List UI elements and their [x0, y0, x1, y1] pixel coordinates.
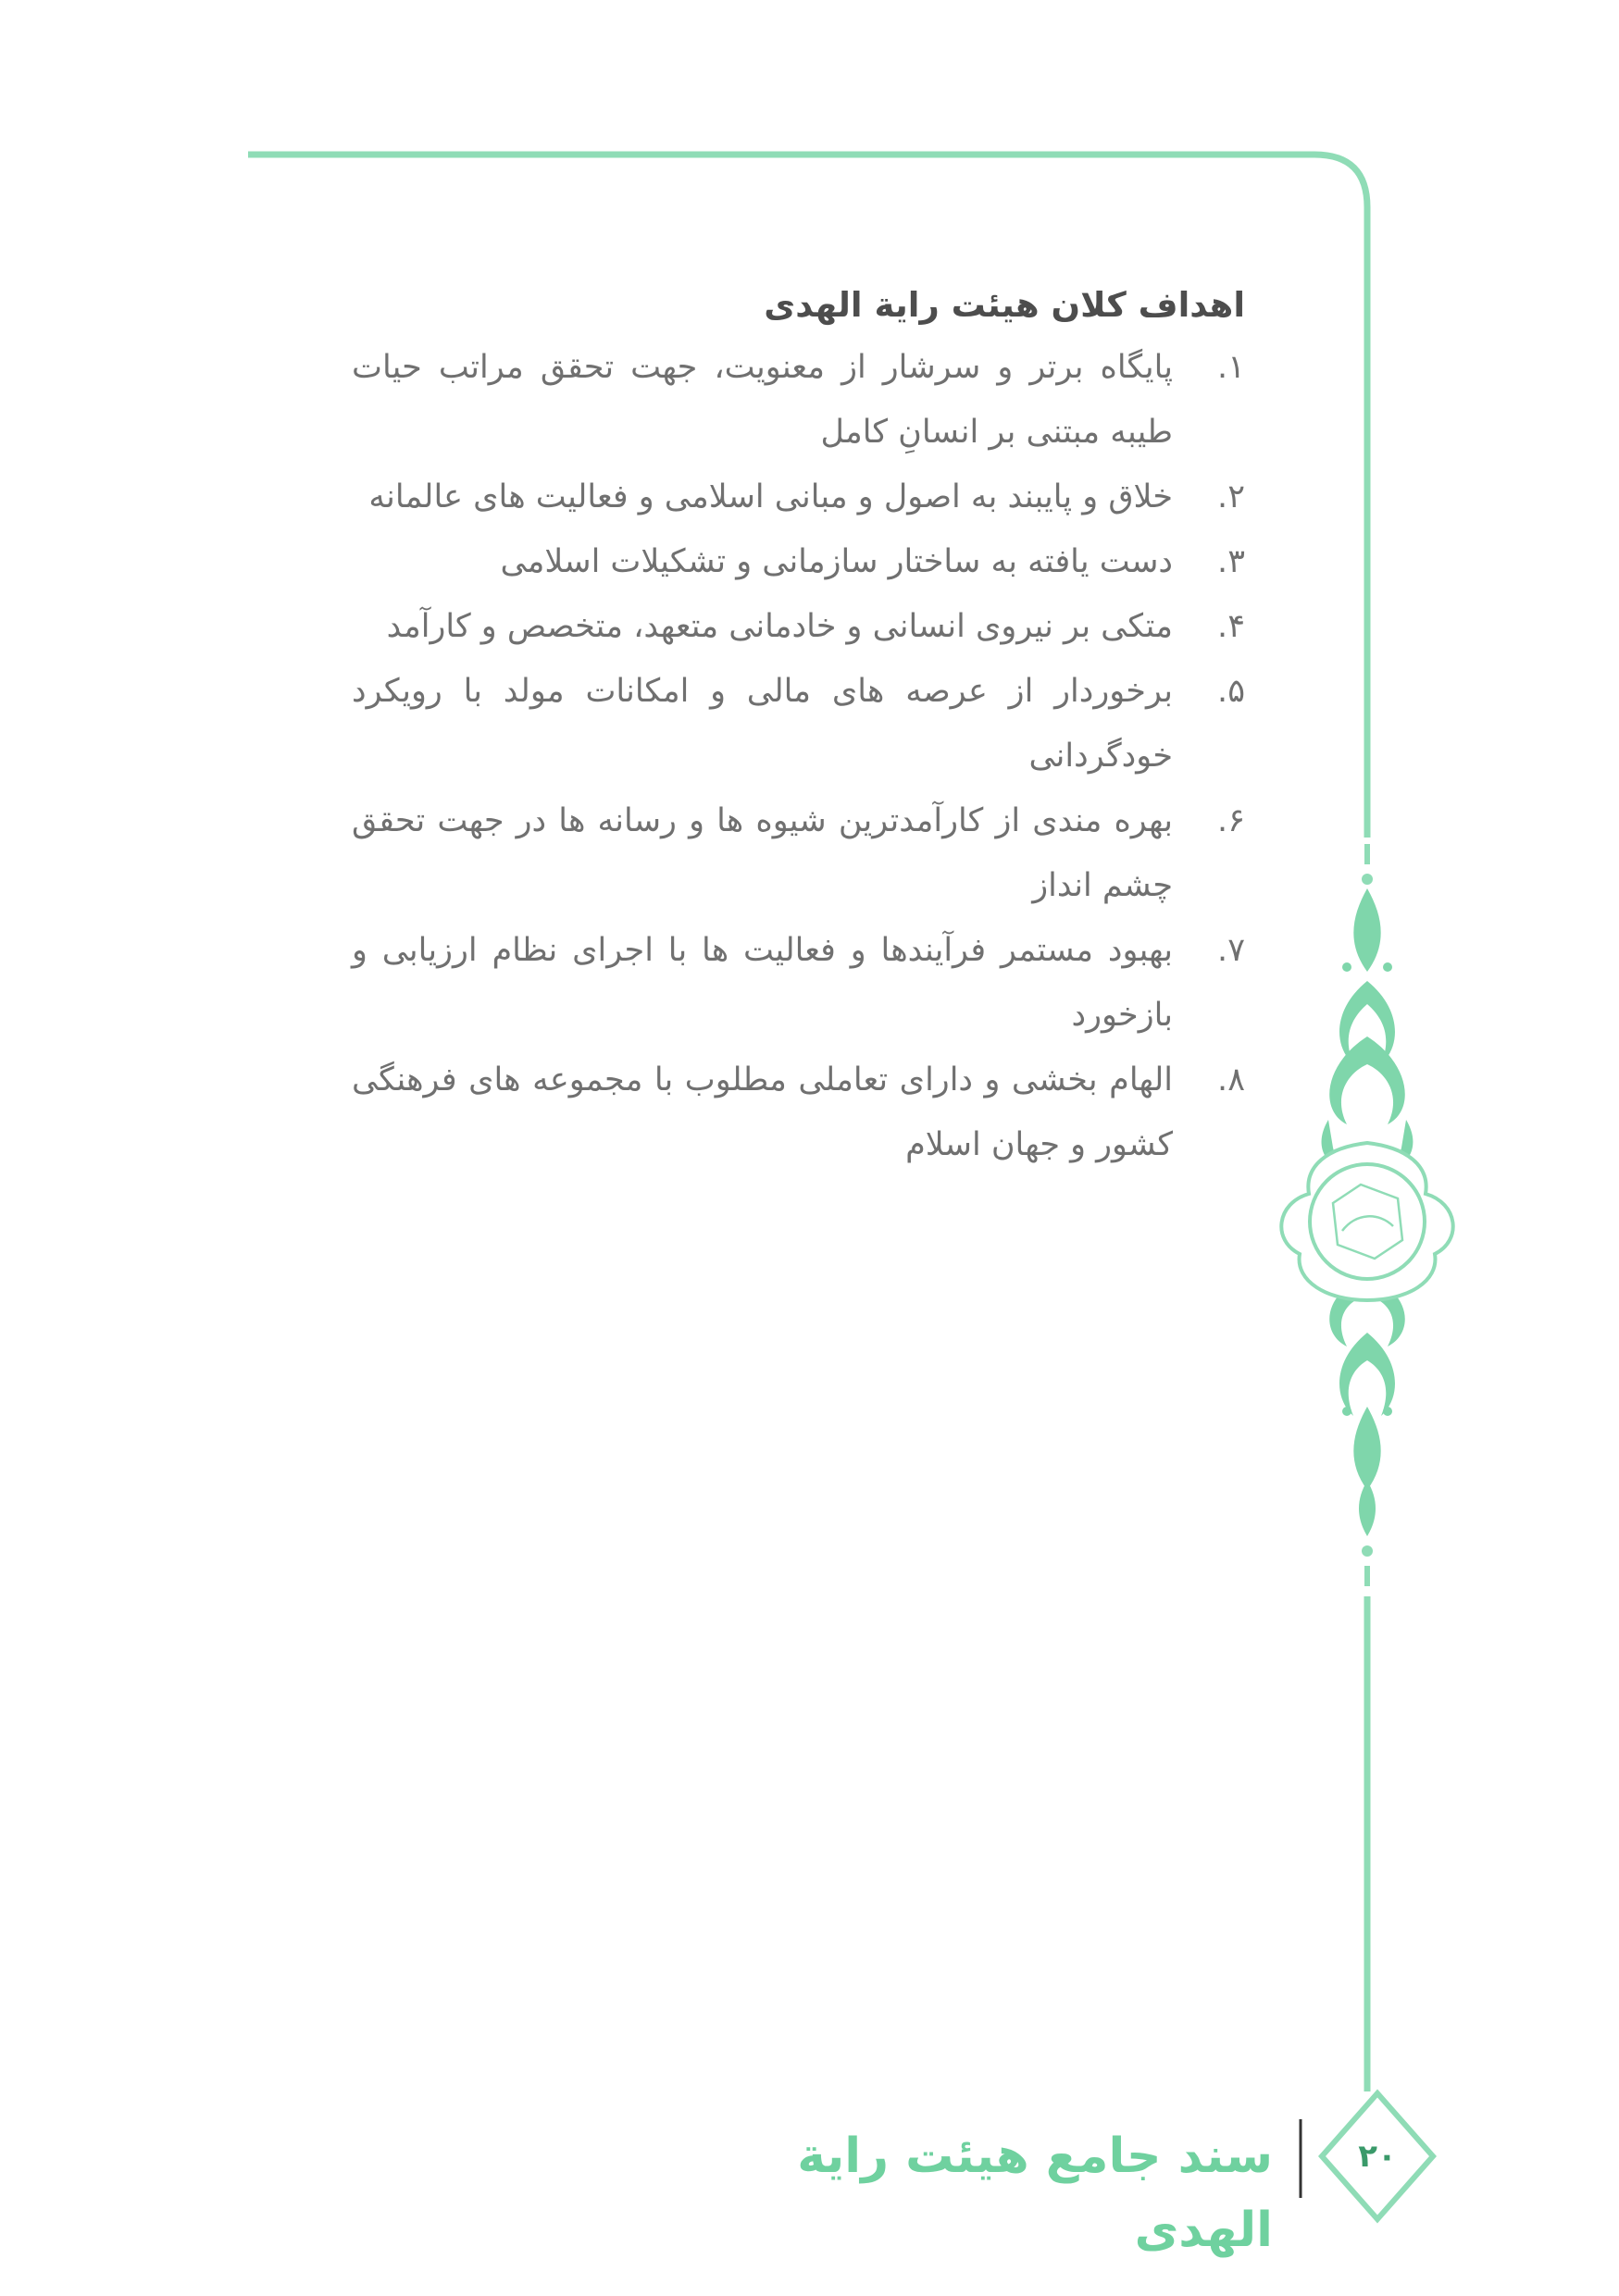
goal-item: [352, 918, 1268, 1048]
goal-text: متکی بر نیروی انسانی و خادمانی متعهد، متخصص و کارآمد: [386, 608, 1173, 645]
frame-dots-bottom: [1362, 1545, 1373, 1586]
goal-item: [352, 1048, 1268, 1177]
goal-item: [352, 529, 1268, 594]
goal-text: برخوردار از عرصه های مالی و امکانات مولد با رویکرد خودگردانی: [352, 673, 1173, 775]
goal-item: [352, 659, 1268, 788]
medallion-emblem: [1281, 1143, 1452, 1300]
goal-item: [352, 594, 1268, 659]
goal-text: بهره مندی از کارآمدترین شیوه ها و رسانه ها در جهت تحقق چشم انداز: [352, 802, 1173, 904]
goal-item: [352, 788, 1268, 918]
goal-text: خلاق و پایبند به اصول و مبانی اسلامی و فعالیت های عالمانه: [368, 478, 1173, 515]
goal-number: ۲.: [1217, 478, 1245, 515]
goal-number: ۳.: [1217, 543, 1245, 580]
goal-number: ۱.: [1217, 349, 1245, 386]
goal-number: ۵.: [1217, 673, 1245, 710]
goal-item: [352, 335, 1268, 465]
goal-number: ۴.: [1217, 608, 1245, 645]
page-number: ۲۰: [1358, 2138, 1397, 2175]
goal-item: [352, 465, 1268, 529]
goals-list: [352, 335, 1268, 1177]
document-title: سند جامع هیئت رایة الهدی: [797, 2128, 1273, 2258]
goal-text: پایگاه برتر و سرشار از معنویت، جهت تحقق مراتب حیات طیبه مبتنی بر انسانِ کامل: [352, 349, 1173, 451]
goal-number: ۷.: [1217, 932, 1245, 969]
goal-number: ۶.: [1217, 802, 1245, 839]
frame-dots-top: [1362, 844, 1373, 885]
goal-number: ۸.: [1217, 1061, 1245, 1098]
goal-text: الهام بخشی و دارای تعاملی مطلوب با مجموعه های فرهنگی کشور و جهان اسلام: [352, 1061, 1173, 1163]
goals-section: [352, 278, 1268, 1177]
goal-text: دست یافته به ساختار سازمانی و تشکیلات اسلامی: [500, 543, 1173, 580]
goal-text: بهبود مستمر فرآیندها و فعالیت ها با اجرای نظام ارزیابی و بازخورد: [352, 932, 1173, 1034]
section-heading: اهداف کلان هیئت رایة الهدی: [764, 285, 1245, 325]
